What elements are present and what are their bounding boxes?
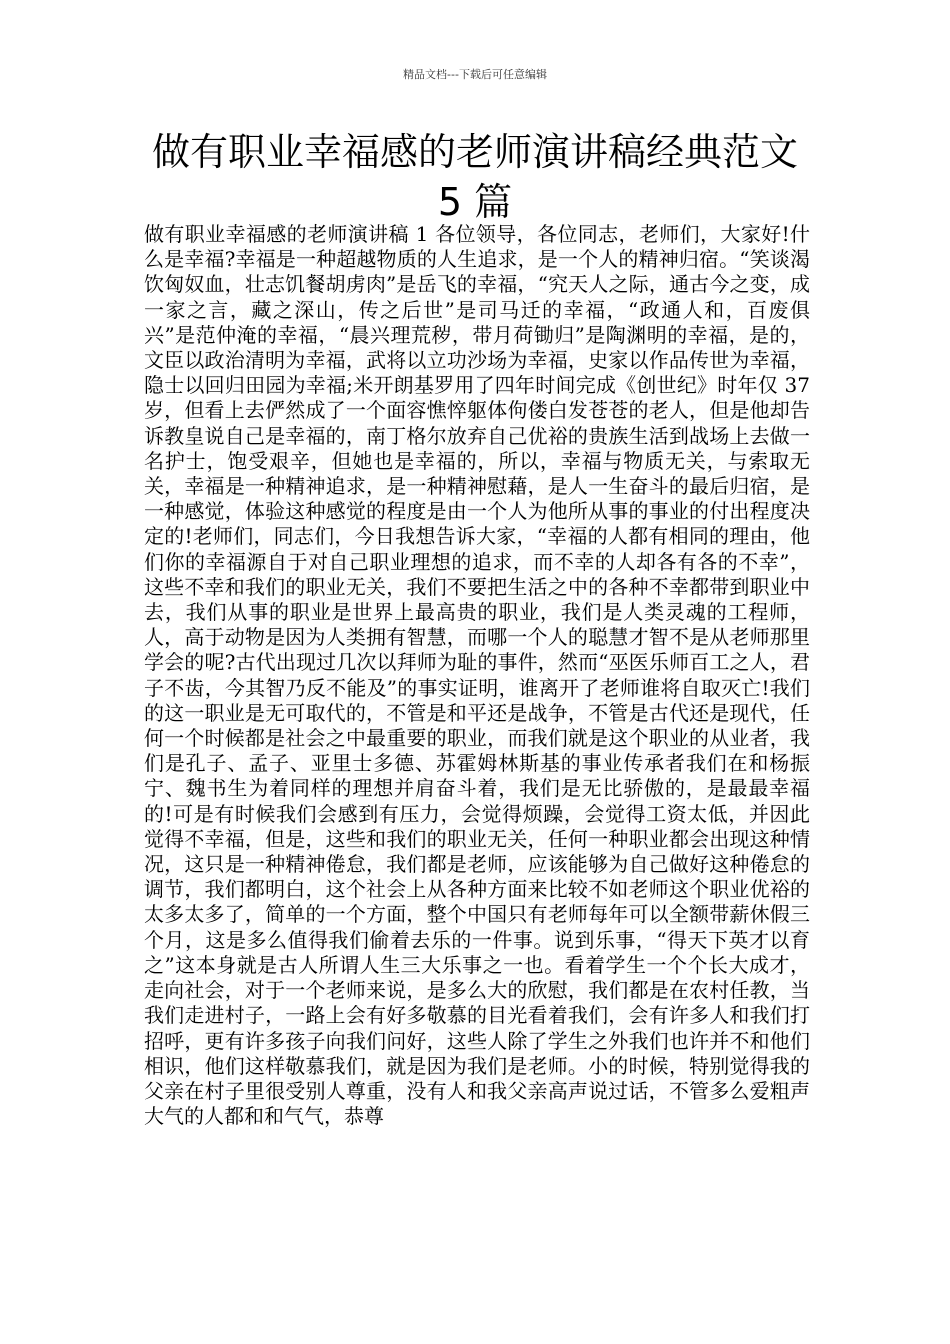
document-title <box>100 127 850 227</box>
page-header: 精品文档---下载后可任意编辑 <box>403 68 547 81</box>
document-title-line-2: 5 篇 <box>437 180 513 224</box>
document-title-line-1: 做有职业幸福感的老师演讲稿经典范文 <box>151 130 798 174</box>
document-body: 做有职业幸福感的老师演讲稿 1 各位领导，各位同志，老师们，大家好!什么是幸福?幸福是一种超越物质的人生追求，是一个人的精神归宿。“笑谈渴饮匈奴血，壮志饥餐胡虏肉”是岳飞的幸福，“究天人之际，通古今之变，成一家之言，藏之深山，传之后世”是司马迁的幸福，“政通人和，百废俱兴”是范仲淹的幸福，“晨兴理荒秽，带月荷锄归”是陶渊明的幸福，是的，文臣以政治清明为幸福，武将以立功沙场为幸福，史家以作品传世为幸福，隐士以回归田园为幸福;米开朗基罗用了四年时间完成《创世纪》时年仅 37 岁，但看上去俨然成了一个面容憔悴躯体佝偻白发苍苍的老人，但是他却告诉教皇说自己是幸福的，南丁格尔放弃自己优裕的贵族生活到战场上去做一名护士，饱受艰辛，但她也是幸福的，所以，幸福与物质无关，与索取无关，幸福是一种精神追求，是一种精神慰藉，是人一生奋斗的最后归宿，是一种感觉，体验这种感觉的程度是由一个人为他所从事的事业的付出程度决定的!老师们，同志们，今日我想告诉大家，“幸福的人都有相同的理由，他们你的幸福源自于对自己职业理想的追求，而不幸的人却各有各的不幸”，这些不幸和我们的职业无关，我们不要把生活之中的各种不幸都带到职业中去，我们从事的职业是世界上最高贵的职业，我们是人类灵魂的工程师，人，高于动物是因为人类拥有智慧，而哪一个人的聪慧才智不是从老师那里学会的呢?古代出现过几次以拜师为耻的事件，然而“巫医乐师百工之人，君子不齿，今其智乃反不能及”的事实证明，谁离开了老师谁将自取灭亡!我们的这一职业是无可取代的，不管是和平还是战争，不管是古代还是现代，任何一个时候都是社会之中最重要的职业，而我们就是这个职业的从业者，我们是孔子、孟子、亚里士多德、苏霍姆林斯基的事业传承者我们在和杨振宁、魏书生为着同样的理想并肩奋斗着，我们是无比骄傲的，是最最幸福的!可是有时候我们会感到有压力，会觉得烦躁，会觉得工资太低，并因此觉得不幸福，但是，这些和我们的职业无关，任何一种职业都会出现这种情况，这只是一种精神倦怠，我们都是老师，应该能够为自己做好这种倦怠的调节，我们都明白，这个社会上从各种方面来比较不如老师这个职业优裕的太多太多了，简单的一个方面，整个中国只有老师每年可以全额带薪休假三个月，这是多么值得我们偷着去乐的一件事。说到乐事，“得天下英才以育之”这本身就是古人所谓人生三大乐事之一也。看着学生一个个长大成才，走向社会，对于一个老师来说，是多么大的欣慰，我们都是在农村任教，当我们走进村子，一路上会有好多敬慕的目光看着我们，会有许多人和我们打招呼，更有许多孩子向我们问好，这些人除了学生之外我们也许并不和他们相识，他们这样敬慕我们，就是因为我们是老师。小的时候，特别觉得我的父亲在村子里很受别人尊重，没有人和我父亲高声说过话，不管多么爱粗声大气的人都和和气气，恭尊 <box>144 222 810 1129</box>
